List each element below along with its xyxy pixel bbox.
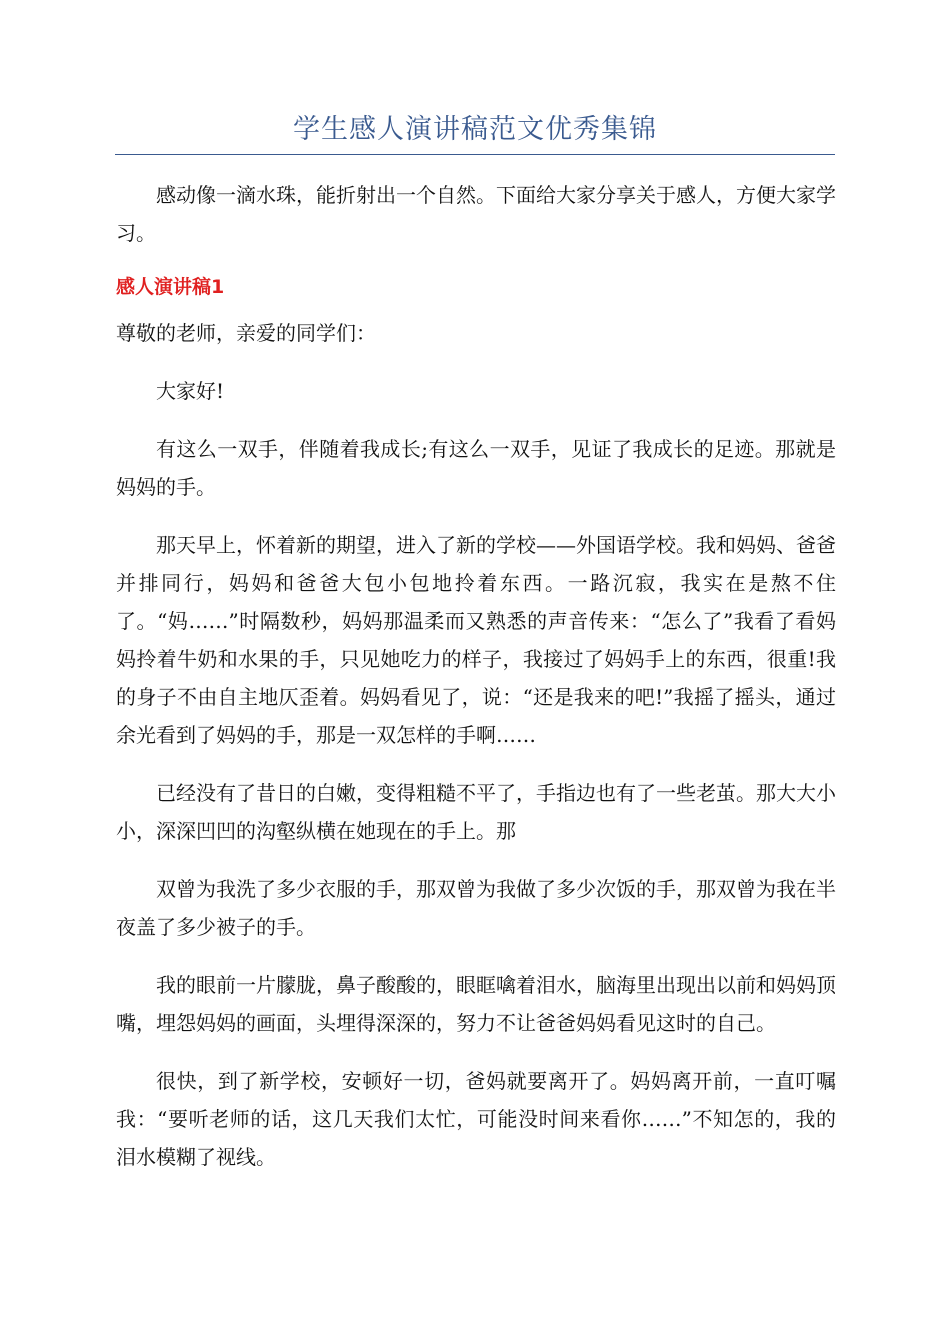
title-underline [115,154,835,155]
body-paragraph: 大家好! [156,379,225,403]
body-paragraph: 很快，到了新学校，安顿好一切，爸妈就要离开了。妈妈离开前，一直叮嘱我：“要听老师的话，这几天我们太忙，可能没时间来看你……”不知怎的，我的泪水模糊了视线。 [116,1069,836,1169]
body-paragraph: 双曾为我洗了多少衣服的手，那双曾为我做了多少次饭的手，那双曾为我在半夜盖了多少被子的手。 [116,877,836,939]
body-paragraph: 已经没有了昔日的白嫩，变得粗糙不平了，手指边也有了一些老茧。那大大小小，深深凹凹的沟壑纵横在她现在的手上。那 [116,781,836,843]
section-heading: 感人演讲稿1 [116,276,225,298]
body-paragraph: 那天早上，怀着新的期望，进入了新的学校——外国语学校。我和妈妈、爸爸并排同行，妈妈和爸爸大包小包地拎着东西。一路沉寂，我实在是熬不住了。“妈……”时隔数秒，妈妈那温柔而又熟悉的声音传来：“怎么了”我看了看妈妈拎着牛奶和水果的手，只见她吃力的样子，我接过了妈妈手上的东西，很重!我的身子不由自主地仄歪着。妈妈看见了，说：“还是我来的吧!”我摇了摇头，通过余光看到了妈妈的手，那是一双怎样的手啊…… [116,533,836,747]
page-title: 学生感人演讲稿范文优秀集锦 [293,114,657,145]
document-body [116,176,836,1196]
body-paragraph: 有这么一双手，伴随着我成长;有这么一双手，见证了我成长的足迹。那就是妈妈的手。 [116,437,836,499]
salutation: 尊敬的老师，亲爱的同学们： [116,321,376,345]
intro-paragraph: 感动像一滴水珠，能折射出一个自然。下面给大家分享关于感人，方便大家学习。 [116,183,836,245]
body-paragraph: 我的眼前一片朦胧，鼻子酸酸的，眼眶噙着泪水，脑海里出现出以前和妈妈顶嘴，埋怨妈妈的画面，头埋得深深的，努力不让爸爸妈妈看见这时的自己。 [116,973,836,1035]
